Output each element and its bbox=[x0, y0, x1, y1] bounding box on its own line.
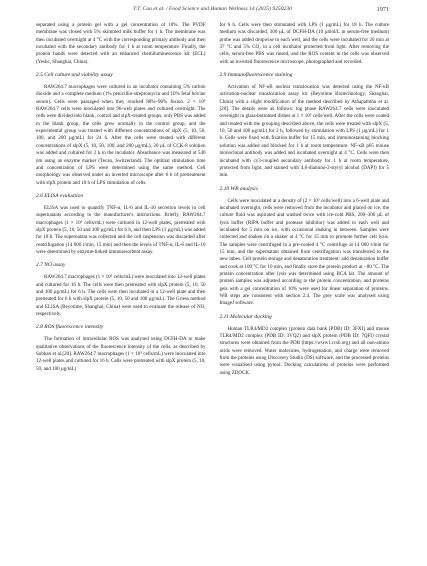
paragraph-wb-analysis: Cells were inoculated at a density of (2 × 10⁵ cells/well) into a 6-well plate and incubated overnight, cells were removed from the incubator and placed on ice, the culture fluid was aspirated and washed twice with ice-cold PBS, 200–300 μL of lysis buffer (RIPA buffer and protease inhibitor) was added to each well and incubated for 5 min on ice, with occasional shaking in between. Samples were collected and shaken on a shaker at 4 °C for 15 min to promote further cell lysis. The samples were centrifuged in a pre-cooled 4 °C centrifuge at 14 000 r/min for 15 min, and the supernatant obtained from centrifugation was transferred to the new tubes. Cell protein storage and denaturation treatment: add denaturation buffer and cook at 100 °C for 10 min, and finally store the protein product at −80 °C. The protein concentration after lysis was determined using BCA kit. The amount of protein samples was adjusted according to the protein concentration, and proteins gels with a gel concentration of 10% were used for linear separation of proteins. WB steps are consistent with section 2.4. The grey scale was analysed using ImageJ software. bbox=[219, 197, 389, 307]
paragraph-immunofluorescence: Activation of NF-κB nuclear translocation was detected using the NF-κB activation-nuclear translocation assay kit (Beyotime Biotechnology, Shanghai, China) with a slight modification of the method described by Athapaththu et al.[20]. The details were as follows: log phase RAW264.7 cells were inoculated overnight in glass-bottomed dishes at 1 × 10⁵ cells/well. After the cells were coated and treated with the grouping described above, the cells were treated with slpX (5, 10, 50 and 100 μg/mL) for 2 h, followed by stimulation with LPS (1 μg/mL) for 1 h. Cells were fixed with fixation buffer for 15 min, and immunostaining blocking solution was added and blocked for 1 h at room temperature. NF-κB p65 mouse monoclonal antibody was added and incubated overnight at 4 °C. Cells were then incubated with cy3-coupled secondary antibody for 1 h at room temperature, protected from light, and stained with 4,6-diamino-2-styryl alcohol (DAPI) for 5 min. bbox=[219, 84, 389, 179]
section-heading-2-5: 2.5 Cell culture and viability assay bbox=[36, 72, 113, 79]
paragraph-cell-culture: RAW264.7 macrophages were cultured in an incubator containing 5% carbon dioxide and a complete medium (1% penicillin-streptomycin and 10% fetal bovine serum). Cells were passaged when they reached 80%–90% fusion. 2 × 10⁴ RAW264.7 cells were inoculated into 96-well plates and cultured overnight. The cells were divided into blank, control and slpX-treated groups, only PBS was added in the blank group, the cells grew normally in the control group, and the experimental group was treated with different concentrations of slpX (5, 10, 50, 100, and 200 μg/mL) for 24 h. After the cells were treated with different concentrations of slpX (5, 10, 50, 100, and 200 μg/mL), 20 μL of CCK-8 solution was added and cultured for 2 h in the incubator. Absorbance was measured at 540 nm using an enzyme marker (Tecan, Switzerland). The optimal stimulation time and concentration of LPS were determined using the same method. Cell morphology was observed under an inverted microscope after 6 h of pretreatment with slpX protein and 18 h of LPS stimulation of cells. bbox=[36, 84, 206, 186]
paragraph-ros: The formation of intracellular ROS was analysed using DCFH-DA to make qualitative observations of the fluorescence intensity of the cells, as described by Subhan et al.[20]. RAW264.7 macrophages (1 × 10⁵ cells/mL) were inoculated into 12-well plates and cultured for 16 h. Cells were pretreated with slpX protein (5, 10, 50, and 100 μg/mL) bbox=[36, 336, 206, 372]
paragraph-elisa: ELISA was used to quantify TNF-α, IL-6 and IL-10 secretion levels in cell supernatants according to the manufacturer's instructions. Briefly, RAW264.7 macrophages (1 × 10⁵ cells/mL) were cultured in 12-well plates, pretreated with slpX protein (5, 10, 50 and 100 μg/mL) for 6 h, and then LPS (1 μg/mL) was added for 18 h. The supernatant was collected and the cell suspension was discarded after centrifugation (14 000 r/min, 15 min) and then the levels of TNF-α, IL-6 and IL-10 were determined by enzyme-linked immunosorbent assay. bbox=[36, 204, 206, 255]
section-heading-2-8: 2.8 ROS fluorescence intensity bbox=[36, 324, 104, 331]
running-header bbox=[36, 6, 389, 18]
section-heading-2-10: 2.10 WB analysis bbox=[219, 185, 258, 192]
journal-citation: T.T. Cao et al. / Food Science and Human Wellness 14 (2025) 9250230 bbox=[133, 6, 292, 12]
right-column bbox=[220, 22, 390, 377]
section-heading-2-6: 2.6 ELISA evaluation bbox=[36, 192, 84, 199]
paragraph-molecular-docking: Human TLR4/MD2 complex [protein data bank (PDB) ID: 3FXI] and mouse TLR4/MD2 complex (PDB ID: 3VQ2) and slpX protein (PDB ID: 7QFI) crystal structures were obtained from the PDB (https://www1.rcsb.org) and all non-amino acids were removed. Water molecules, hydrogenation, and charge were removed from the proteins using Discovery Studio (DS) software, and the processed proteins were visualised using pymol. Docking calculations of proteins were performed using ZDOCK. bbox=[219, 325, 389, 376]
section-heading-2-7: 2.7 NO assay bbox=[36, 262, 66, 269]
section-heading-2-9: 2.9 Immunofluorescence staining bbox=[219, 72, 293, 79]
paragraph-ros-cont: for 6 h. Cells were then stimulated with LPS (1 μg/mL) for 18 h. The culture medium was discarded, 300 μL of DCFH-DA (10 μmol/L in serum-free medium) probe was added dropwise to each well, and the cells were incubated for 20 min at 37 °C and 5% CO₂ in a cell incubator protected from light. After removing the cells, serum-free PBS was rinsed, and the ROS content in the cells was observed with an inverted fluorescence microscope, photographed and recorded. bbox=[219, 22, 389, 65]
section-heading-2-11: 2.11 Molecular docking bbox=[219, 313, 272, 320]
two-column-body bbox=[36, 22, 389, 377]
paragraph-no-assay: RAW264.7 macrophages (1 × 10⁵ cells/mL) were inoculated into 12-well plates and cultured for 16 h. The cells were then pretreated with slpX protein (5, 10, 50 and 100 μg/mL) for 6 h. The cells were then incubated in a 12-well plate and then pretreated for 6 h with slpX protein (5, 10, 50 and 100 μg/mL). The Griess method and ELISA (Beyotime, Shanghai, China) were used to evaluate the release of NO, respectively. bbox=[36, 274, 206, 317]
left-column bbox=[36, 22, 206, 377]
paragraph-western-blot-cont: separated using a protein gel with a gel concentration of 10%. The PVDF membrane was closed with 5% skimmed milk buffer for 1 h. The membrane was then incubated overnight at 4 °C with the corresponding primary antibody and then incubated with the secondary antibody for 1 h at room temperature. Finally, the protein bands were detected with an enhanced chemiluminescence kit (ECL) (Yeshc, Shanghai, China). bbox=[36, 22, 206, 65]
page-number: 1971 bbox=[376, 6, 389, 13]
